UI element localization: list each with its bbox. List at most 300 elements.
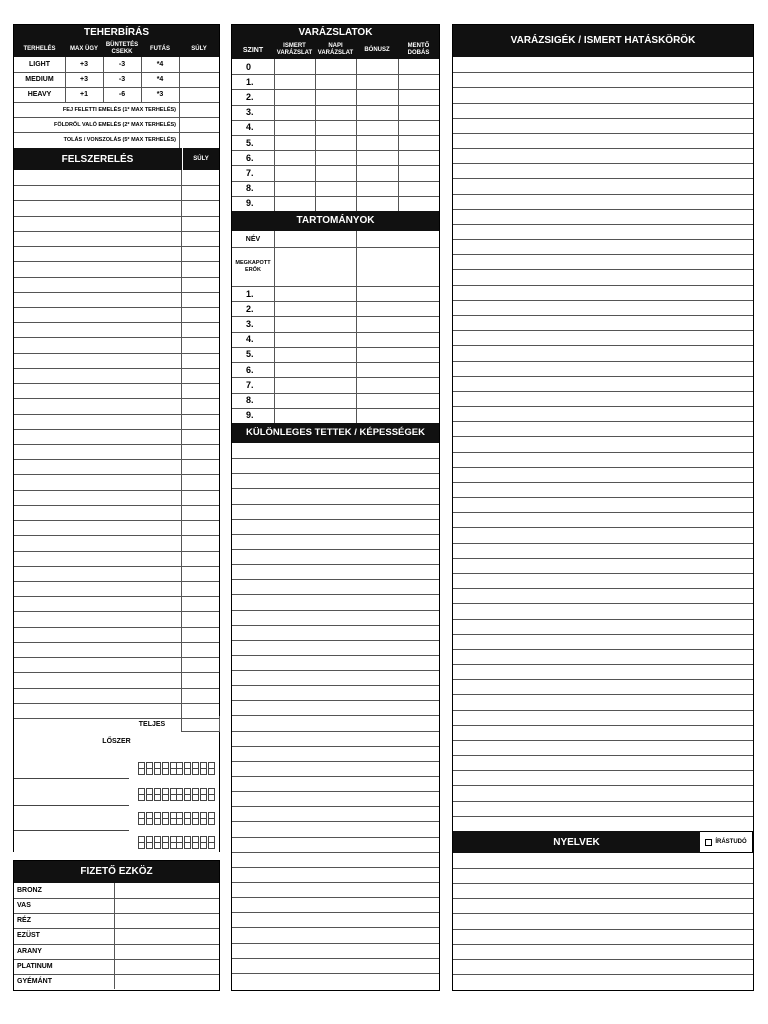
ammo-checkbox[interactable]: [154, 794, 161, 801]
feat-row[interactable]: [232, 625, 439, 641]
column-divider: [181, 246, 182, 261]
coin-row[interactable]: [14, 974, 219, 989]
domain-level-row[interactable]: [232, 316, 439, 332]
incantation-row[interactable]: [453, 285, 753, 301]
column-divider: [356, 181, 357, 196]
spell-level-row[interactable]: [232, 105, 439, 121]
lift-label: TOLÁS / VONSZOLÁS (5* MAX TERHELÉS): [63, 137, 176, 143]
column-divider: [274, 332, 275, 347]
column-divider: [181, 688, 182, 703]
language-row[interactable]: [453, 853, 753, 869]
ammo-checkbox[interactable]: [138, 842, 145, 849]
incantation-row[interactable]: [453, 436, 753, 452]
equipment-row[interactable]: [14, 490, 219, 506]
ammo-checkbox[interactable]: [184, 768, 191, 775]
ammo-name-line[interactable]: [14, 778, 129, 779]
spell-level-row[interactable]: [232, 74, 439, 90]
domain-name-row: [232, 231, 439, 248]
varazsigek-panel: [452, 24, 754, 991]
load-max: +3: [80, 76, 88, 83]
domain-level-row[interactable]: [232, 332, 439, 348]
column-divider: [181, 611, 182, 626]
equipment-row[interactable]: [14, 627, 219, 643]
ammo-checkboxes: [176, 768, 215, 775]
incantation-row[interactable]: [453, 118, 753, 134]
column-divider: [181, 581, 182, 596]
incantation-row[interactable]: [453, 361, 753, 377]
equipment-row[interactable]: [14, 474, 219, 490]
incantation-row[interactable]: [453, 209, 753, 225]
incantation-row[interactable]: [453, 239, 753, 255]
ammo-name-line[interactable]: [14, 830, 129, 831]
feat-row[interactable]: [232, 761, 439, 777]
ammo-checkbox[interactable]: [154, 842, 161, 849]
incantation-row[interactable]: [453, 391, 753, 407]
ammo-checkbox[interactable]: [138, 768, 145, 775]
equipment-row[interactable]: [14, 398, 219, 414]
feat-row[interactable]: [232, 458, 439, 474]
spell-level-label: 8.: [246, 183, 254, 194]
column-divider: [114, 959, 115, 974]
equipment-row[interactable]: [14, 581, 219, 597]
column-divider: [315, 135, 316, 150]
header-bonusz: BÓNUSZ: [364, 46, 390, 53]
column-divider: [181, 535, 182, 550]
load-max: +1: [80, 91, 88, 98]
equipment-row[interactable]: [14, 672, 219, 688]
feat-row[interactable]: [232, 700, 439, 716]
coin-row[interactable]: [14, 913, 219, 929]
column-divider: [181, 551, 182, 566]
column-divider: [274, 196, 275, 211]
equipment-row[interactable]: [14, 688, 219, 704]
header-futas: FUTÁS: [150, 45, 170, 52]
feat-row[interactable]: [232, 534, 439, 550]
equipment-row[interactable]: [14, 596, 219, 612]
column-divider: [181, 337, 182, 352]
ammo-checkbox[interactable]: [192, 842, 199, 849]
coin-row[interactable]: [14, 959, 219, 975]
equipment-row[interactable]: [14, 292, 219, 308]
spell-level-row[interactable]: [232, 89, 439, 105]
incantation-row[interactable]: [453, 740, 753, 756]
load-run: *4: [156, 61, 164, 68]
coin-label: BRONZ: [17, 887, 42, 895]
incantation-row[interactable]: [453, 406, 753, 422]
feat-row[interactable]: [232, 579, 439, 595]
ammo-checkbox[interactable]: [162, 794, 169, 801]
domain-powers-label: MEGKAPOTT ERŐK: [235, 259, 271, 273]
equipment-row[interactable]: [14, 337, 219, 353]
ammo-checkbox[interactable]: [208, 842, 215, 849]
felszereles-panel: [13, 148, 220, 852]
language-row[interactable]: [453, 913, 753, 929]
column-divider: [398, 89, 399, 104]
incantation-row[interactable]: [453, 634, 753, 650]
coin-row[interactable]: [14, 928, 219, 944]
language-row[interactable]: [453, 929, 753, 945]
incantation-row[interactable]: [453, 527, 753, 543]
feat-row[interactable]: [232, 716, 439, 732]
domain-level-label: 1.: [246, 288, 254, 299]
language-row[interactable]: [453, 959, 753, 975]
ammo-checkbox[interactable]: [184, 842, 191, 849]
column-divider: [315, 74, 316, 89]
spell-level-row[interactable]: [232, 196, 439, 212]
equipment-row[interactable]: [14, 429, 219, 445]
equipment-row[interactable]: [14, 231, 219, 247]
column-divider: [274, 105, 275, 120]
load-penalty: -6: [118, 91, 126, 98]
feat-row[interactable]: [232, 443, 439, 459]
ammo-checkbox[interactable]: [192, 818, 199, 825]
column-divider: [181, 216, 182, 231]
literacy-checkbox[interactable]: [705, 839, 712, 846]
feat-row[interactable]: [232, 882, 439, 898]
equipment-row[interactable]: [14, 414, 219, 430]
domain-level-row[interactable]: [232, 286, 439, 302]
load-run: *3: [156, 91, 164, 98]
incantation-row[interactable]: [453, 710, 753, 726]
domain-level-row[interactable]: [232, 301, 439, 317]
equipment-row[interactable]: [14, 566, 219, 582]
load-name: LIGHT: [29, 61, 50, 68]
incantation-row[interactable]: [453, 770, 753, 786]
coin-list: [14, 883, 219, 990]
equipment-row[interactable]: [14, 307, 219, 323]
incantation-row[interactable]: [453, 224, 753, 240]
incantation-row[interactable]: [453, 345, 753, 361]
column-divider: [356, 135, 357, 150]
feat-row[interactable]: [232, 746, 439, 762]
domain-level-row[interactable]: [232, 347, 439, 363]
equipment-row[interactable]: [14, 368, 219, 384]
feat-row[interactable]: [232, 504, 439, 520]
feat-row[interactable]: [232, 519, 439, 535]
feat-row[interactable]: [232, 776, 439, 792]
column-divider: [181, 292, 182, 307]
feat-row[interactable]: [232, 640, 439, 656]
incantation-row[interactable]: [453, 178, 753, 194]
column-divider: [356, 105, 357, 120]
feat-row[interactable]: [232, 731, 439, 747]
ammo-checkbox[interactable]: [200, 842, 207, 849]
incantation-row[interactable]: [453, 679, 753, 695]
coin-row[interactable]: [14, 898, 219, 914]
column-divider: [274, 89, 275, 104]
column-divider: [114, 974, 115, 989]
column-divider: [181, 642, 182, 657]
feat-row[interactable]: [232, 791, 439, 807]
column-divider: [274, 135, 275, 150]
spell-level-label: 4.: [246, 122, 254, 133]
equipment-row[interactable]: [14, 611, 219, 627]
feat-row[interactable]: [232, 927, 439, 943]
coin-row[interactable]: [14, 944, 219, 960]
incantation-row[interactable]: [453, 558, 753, 574]
ammo-checkbox[interactable]: [146, 818, 153, 825]
column-divider: [181, 277, 182, 292]
equipment-row[interactable]: [14, 200, 219, 216]
equipment-list: [14, 170, 219, 718]
incantation-row[interactable]: [453, 467, 753, 483]
equipment-row[interactable]: [14, 642, 219, 658]
column-divider: [181, 657, 182, 672]
varazslatok-header-row: [232, 41, 439, 59]
feat-row[interactable]: [232, 852, 439, 868]
feat-row[interactable]: [232, 867, 439, 883]
spell-level-row[interactable]: [232, 135, 439, 151]
ammo-checkbox[interactable]: [146, 842, 153, 849]
equipment-row[interactable]: [14, 505, 219, 521]
ammo-checkbox[interactable]: [184, 818, 191, 825]
domain-level-row[interactable]: [232, 408, 439, 424]
equipment-row[interactable]: [14, 261, 219, 277]
column-divider: [274, 286, 275, 301]
incantation-row[interactable]: [453, 72, 753, 88]
column-divider: [315, 181, 316, 196]
equipment-row[interactable]: [14, 353, 219, 369]
felszereles-header: [14, 148, 219, 170]
domain-level-row[interactable]: [232, 377, 439, 393]
incantation-row[interactable]: [453, 87, 753, 103]
column-divider: [181, 414, 182, 429]
ammo-label: LŐSZER: [102, 737, 131, 745]
feat-row[interactable]: [232, 655, 439, 671]
header-szint: SZINT: [242, 46, 264, 54]
incantation-row[interactable]: [453, 785, 753, 801]
column-divider: [356, 59, 357, 74]
equipment-row[interactable]: [14, 657, 219, 673]
domain-level-row[interactable]: [232, 393, 439, 409]
total-label: TELJES: [138, 720, 166, 728]
ammo-checkbox[interactable]: [154, 768, 161, 775]
lift-row-overhead: [14, 102, 219, 118]
header-napi: NAPI VARÁZSLAT: [317, 43, 354, 56]
ammo-checkbox[interactable]: [146, 768, 153, 775]
literacy-checkbox-cell[interactable]: [700, 831, 753, 853]
total-weight-field[interactable]: [181, 716, 220, 732]
equipment-row[interactable]: [14, 246, 219, 262]
language-row[interactable]: [453, 944, 753, 960]
column-divider: [398, 165, 399, 180]
incantation-row[interactable]: [453, 330, 753, 346]
language-row[interactable]: [453, 898, 753, 914]
incantation-row[interactable]: [453, 57, 753, 73]
ammo-checkbox[interactable]: [146, 794, 153, 801]
feat-row[interactable]: [232, 564, 439, 580]
coin-row[interactable]: [14, 883, 219, 899]
incantation-row[interactable]: [453, 133, 753, 149]
incantation-row[interactable]: [453, 664, 753, 680]
incantation-row[interactable]: [453, 148, 753, 164]
column-divider: [356, 301, 357, 316]
ammo-checkbox[interactable]: [200, 818, 207, 825]
incantation-row[interactable]: [453, 573, 753, 589]
column-divider: [398, 150, 399, 165]
incantation-row[interactable]: [453, 543, 753, 559]
column-divider: [181, 368, 182, 383]
incantation-list: [453, 57, 753, 831]
language-row[interactable]: [453, 883, 753, 899]
domain-level-label: 3.: [246, 319, 254, 330]
incantation-row[interactable]: [453, 512, 753, 528]
column-divider: [274, 74, 275, 89]
incantation-row[interactable]: [453, 801, 753, 817]
incantation-row[interactable]: [453, 421, 753, 437]
column-divider: [274, 59, 275, 74]
load-name: MEDIUM: [25, 76, 54, 83]
incantation-row[interactable]: [453, 755, 753, 771]
feat-row[interactable]: [232, 943, 439, 959]
feat-row[interactable]: [232, 594, 439, 610]
equipment-row[interactable]: [14, 216, 219, 232]
column-divider: [181, 672, 182, 687]
equipment-row[interactable]: [14, 535, 219, 551]
incantation-row[interactable]: [453, 619, 753, 635]
equipment-row[interactable]: [14, 383, 219, 399]
feat-row[interactable]: [232, 821, 439, 837]
ammo-checkbox[interactable]: [200, 768, 207, 775]
ammo-checkbox[interactable]: [176, 794, 183, 801]
lift-row-ground: [14, 117, 219, 133]
ammo-checkbox[interactable]: [162, 818, 169, 825]
equipment-row[interactable]: [14, 170, 219, 186]
equipment-row[interactable]: [14, 444, 219, 460]
incantation-row[interactable]: [453, 725, 753, 741]
ammo-checkbox[interactable]: [192, 768, 199, 775]
domain-level-label: 6.: [246, 364, 254, 375]
column-divider: [181, 200, 182, 215]
incantation-row[interactable]: [453, 603, 753, 619]
column-divider: [398, 135, 399, 150]
feat-row[interactable]: [232, 958, 439, 974]
column-divider: [315, 196, 316, 211]
incantation-row[interactable]: [453, 254, 753, 270]
feat-row[interactable]: [232, 685, 439, 701]
column-divider: [398, 105, 399, 120]
ammo-checkboxes: [176, 794, 215, 801]
equipment-row[interactable]: [14, 459, 219, 475]
column-divider: [181, 490, 182, 505]
column-divider: [181, 627, 182, 642]
ammo-checkbox[interactable]: [176, 842, 183, 849]
incantation-row[interactable]: [453, 649, 753, 665]
header-ismert: ISMERT VARÁZSLAT: [276, 43, 313, 56]
coin-label: EZÜST: [17, 932, 40, 940]
incantation-row[interactable]: [453, 300, 753, 316]
nyelvek-header: [453, 831, 753, 853]
spell-level-row[interactable]: [232, 150, 439, 166]
feat-row[interactable]: [232, 610, 439, 626]
feat-row[interactable]: [232, 488, 439, 504]
column-divider: [356, 150, 357, 165]
column-divider: [274, 347, 275, 362]
incantation-row[interactable]: [453, 315, 753, 331]
ammo-checkbox[interactable]: [138, 794, 145, 801]
ammo-checkbox[interactable]: [176, 768, 183, 775]
language-row[interactable]: [453, 868, 753, 884]
feat-row[interactable]: [232, 549, 439, 565]
spell-level-label: 7.: [246, 167, 254, 178]
spell-level-label: 2.: [246, 91, 254, 102]
column-divider: [181, 398, 182, 413]
column-divider: [315, 165, 316, 180]
ammo-name-line[interactable]: [14, 805, 129, 806]
spell-level-row[interactable]: [232, 120, 439, 136]
ammo-checkbox[interactable]: [192, 794, 199, 801]
feat-row[interactable]: [232, 670, 439, 686]
incantation-row[interactable]: [453, 194, 753, 210]
feat-row[interactable]: [232, 973, 439, 988]
ammo-checkbox[interactable]: [162, 842, 169, 849]
incantation-row[interactable]: [453, 694, 753, 710]
domain-level-label: 2.: [246, 303, 254, 314]
column-divider: [181, 231, 182, 246]
incantation-row[interactable]: [453, 163, 753, 179]
incantation-row[interactable]: [453, 588, 753, 604]
teherbiras-header-row: [14, 41, 219, 57]
spell-level-row[interactable]: [232, 181, 439, 197]
column-divider: [356, 393, 357, 408]
feat-row[interactable]: [232, 473, 439, 489]
spell-level-row[interactable]: [232, 165, 439, 181]
teherbiras-panel: [13, 24, 220, 149]
column-divider: [356, 347, 357, 362]
equipment-row[interactable]: [14, 551, 219, 567]
column-divider: [181, 474, 182, 489]
ammo-checkbox[interactable]: [138, 818, 145, 825]
incantation-row[interactable]: [453, 269, 753, 285]
varazsigek-title: VARÁZSIGÉK / ISMERT HATÁSKÖRÖK: [453, 25, 753, 57]
domain-level-row[interactable]: [232, 362, 439, 378]
incantation-row[interactable]: [453, 452, 753, 468]
incantation-row[interactable]: [453, 497, 753, 513]
feat-row[interactable]: [232, 837, 439, 853]
incantation-row[interactable]: [453, 482, 753, 498]
ammo-checkbox[interactable]: [208, 768, 215, 775]
incantation-row[interactable]: [453, 103, 753, 119]
fizeto-panel: [13, 860, 220, 991]
ammo-checkbox[interactable]: [184, 794, 191, 801]
ammo-checkbox[interactable]: [154, 818, 161, 825]
equipment-row[interactable]: [14, 322, 219, 338]
column-divider: [181, 261, 182, 276]
spell-level-row[interactable]: [232, 59, 439, 75]
feat-row[interactable]: [232, 806, 439, 822]
column-divider: [181, 383, 182, 398]
ammo-checkbox[interactable]: [208, 794, 215, 801]
equipment-row[interactable]: [14, 520, 219, 536]
incantation-row[interactable]: [453, 816, 753, 831]
column-divider: [114, 928, 115, 943]
language-row[interactable]: [453, 974, 753, 989]
column-divider: [356, 316, 357, 331]
feat-row[interactable]: [232, 897, 439, 913]
equipment-row[interactable]: [14, 277, 219, 293]
load-row-heavy: [14, 87, 219, 103]
ammo-checkbox[interactable]: [176, 818, 183, 825]
incantation-row[interactable]: [453, 376, 753, 392]
ammo-checkbox[interactable]: [162, 768, 169, 775]
total-row: [14, 716, 219, 732]
equipment-row[interactable]: [14, 185, 219, 201]
ammo-checkbox[interactable]: [200, 794, 207, 801]
ammo-checkbox[interactable]: [208, 818, 215, 825]
column-divider: [181, 566, 182, 581]
feat-row[interactable]: [232, 912, 439, 928]
column-divider: [398, 196, 399, 211]
